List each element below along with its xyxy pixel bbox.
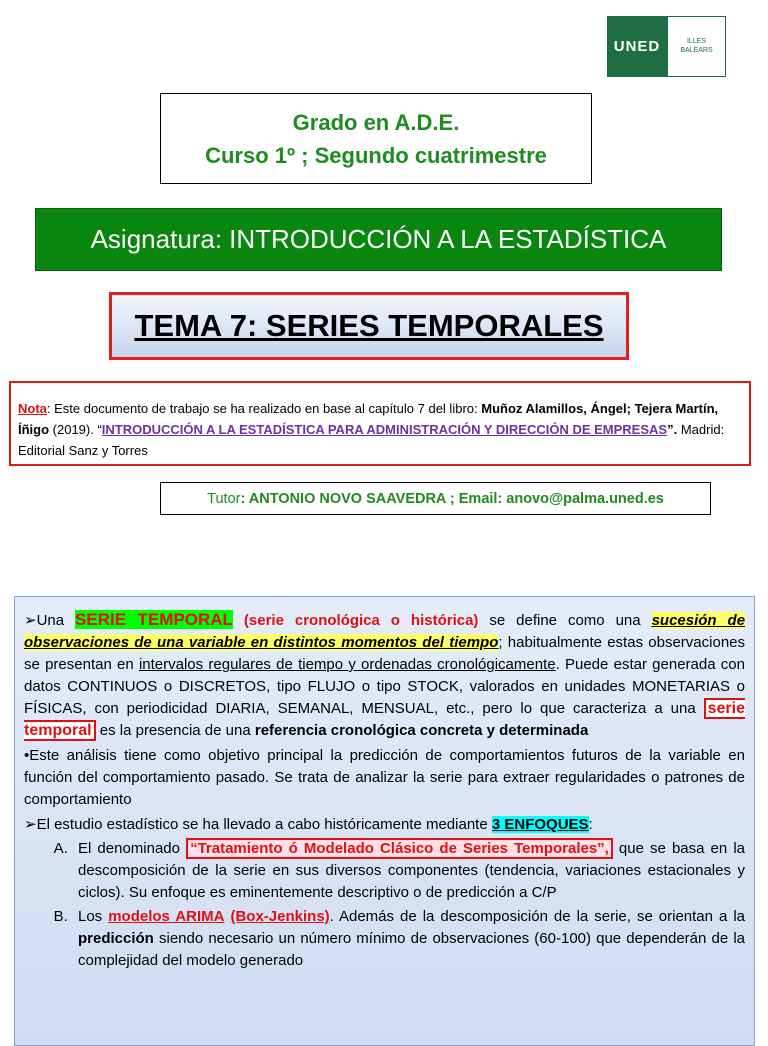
p3-text-2: : bbox=[588, 816, 593, 833]
tutor-label: Tutor bbox=[207, 490, 241, 507]
paragraph-enfoques bbox=[24, 814, 745, 836]
p1-text-3: . Puede estar generada con datos CONTINUOS o DISCRETOS, tipo FLUJO o tipo STOCK, valorados en unidades MONETARIAS o FÍSICAS, con periodicidad DIARIA, SEMANAL, MENSUAL, etc., pero lo que caracteriza a una bbox=[24, 656, 745, 717]
course-title: Curso 1º ; Segundo cuatrimestre bbox=[205, 142, 547, 168]
note-box bbox=[9, 381, 751, 466]
note-authors: Muñoz Alamillos, Ángel; Tejera Martín, Íñigo bbox=[18, 401, 719, 437]
classic-model-box: “Tratamiento ó Modelado Clásico de Series Temporales”, bbox=[186, 838, 613, 859]
degree-box bbox=[160, 93, 592, 184]
subject-name: INTRODUCCIÓN A LA ESTADÍSTICA bbox=[229, 224, 667, 254]
definition-highlight: sucesión de observaciones de una variable en distintos momentos del tiempo bbox=[24, 612, 746, 651]
paragraph-objective: •Este análisis tiene como objetivo principal la predicción de comportamientos futuros de la variable en función del comportamiento pasado. Se trata de analizar la serie para extraer regularidades o patrones de comportamiento bbox=[24, 747, 745, 808]
term-serie-temporal: SERIE TEMPORAL bbox=[75, 610, 233, 629]
p1-text-4: es la presencia de una bbox=[95, 722, 255, 739]
a-text-1: El denominado bbox=[78, 840, 187, 857]
p1-text-2: ; habitualmente estas observaciones se presentan en bbox=[24, 634, 746, 673]
book-title-link[interactable]: INTRODUCCIÓN A LA ESTADÍSTICA PARA ADMINISTRACIÓN Y DIRECCIÓN DE EMPRESAS bbox=[101, 422, 668, 437]
arrow-bullet-icon: ➢ bbox=[24, 612, 37, 629]
list-item-b bbox=[72, 906, 745, 972]
arrow-bullet-icon: ➢ bbox=[24, 816, 37, 833]
illes-balears-logo bbox=[667, 16, 726, 77]
uned-logo-mark: UNED bbox=[607, 16, 667, 77]
note-text-2: (2019). “ bbox=[49, 422, 102, 437]
term-serie-temporal-boxed: serie temporal bbox=[24, 700, 745, 739]
tutor-box bbox=[160, 482, 711, 515]
b-text-1: Los bbox=[78, 908, 109, 925]
degree-title: Grado en A.D.E. bbox=[292, 109, 460, 135]
arima-models: modelos ARIMA bbox=[108, 908, 225, 925]
balears-text: BALEARS bbox=[680, 46, 713, 54]
prediction-word: predicción bbox=[78, 930, 154, 947]
topic-banner bbox=[109, 292, 629, 360]
illes-text: ILLES bbox=[686, 38, 707, 46]
enfoques-list bbox=[24, 838, 745, 972]
topic-title: TEMA 7: SERIES TEMPORALES bbox=[134, 308, 604, 343]
p1-una: Una bbox=[36, 612, 76, 629]
a-text-2: que se basa en la descomposición de la serie en sus diversos componentes (tendencia, variaciones estacionales y ciclos). Su enfoque es eminentemente descriptivo o de predicción a C/P bbox=[78, 840, 745, 901]
b-text-3: . Además de la descomposición de la serie, se orientan a la bbox=[329, 908, 745, 925]
content-panel bbox=[14, 596, 755, 1046]
term-paren: (serie cronológica o histórica) bbox=[232, 612, 479, 629]
p1-text-1: se define como una bbox=[478, 612, 652, 629]
tutor-info: : ANTONIO NOVO SAAVEDRA ; Email: anovo@palma.uned.es bbox=[240, 490, 664, 507]
subject-banner bbox=[35, 208, 722, 271]
note-publisher: Madrid: Editorial Sanz y Torres bbox=[18, 422, 725, 458]
box-jenkins: (Box-Jenkins) bbox=[230, 908, 330, 925]
list-item-a bbox=[72, 838, 745, 904]
three-enfoques: 3 ENFOQUES bbox=[491, 816, 589, 833]
reference-text: referencia cronológica concreta y determinada bbox=[254, 722, 589, 739]
p3-text-1: El estudio estadístico se ha llevado a cabo históricamente mediante bbox=[36, 816, 492, 833]
uned-logo bbox=[607, 16, 726, 77]
b-text-4: siendo necesario un número mínimo de observaciones (60-100) que dependerán de la complejidad del modelo generado bbox=[78, 930, 745, 969]
subject-label: Asignatura: bbox=[90, 224, 223, 254]
note-text-1: : Este documento de trabajo se ha realizado en base al capítulo 7 del libro: bbox=[46, 401, 482, 416]
note-text-3: ”. bbox=[667, 422, 678, 437]
note-label: Nota bbox=[18, 401, 47, 416]
paragraph-definition bbox=[24, 609, 745, 742]
interval-text: intervalos regulares de tiempo y ordenadas cronológicamente bbox=[138, 656, 556, 673]
